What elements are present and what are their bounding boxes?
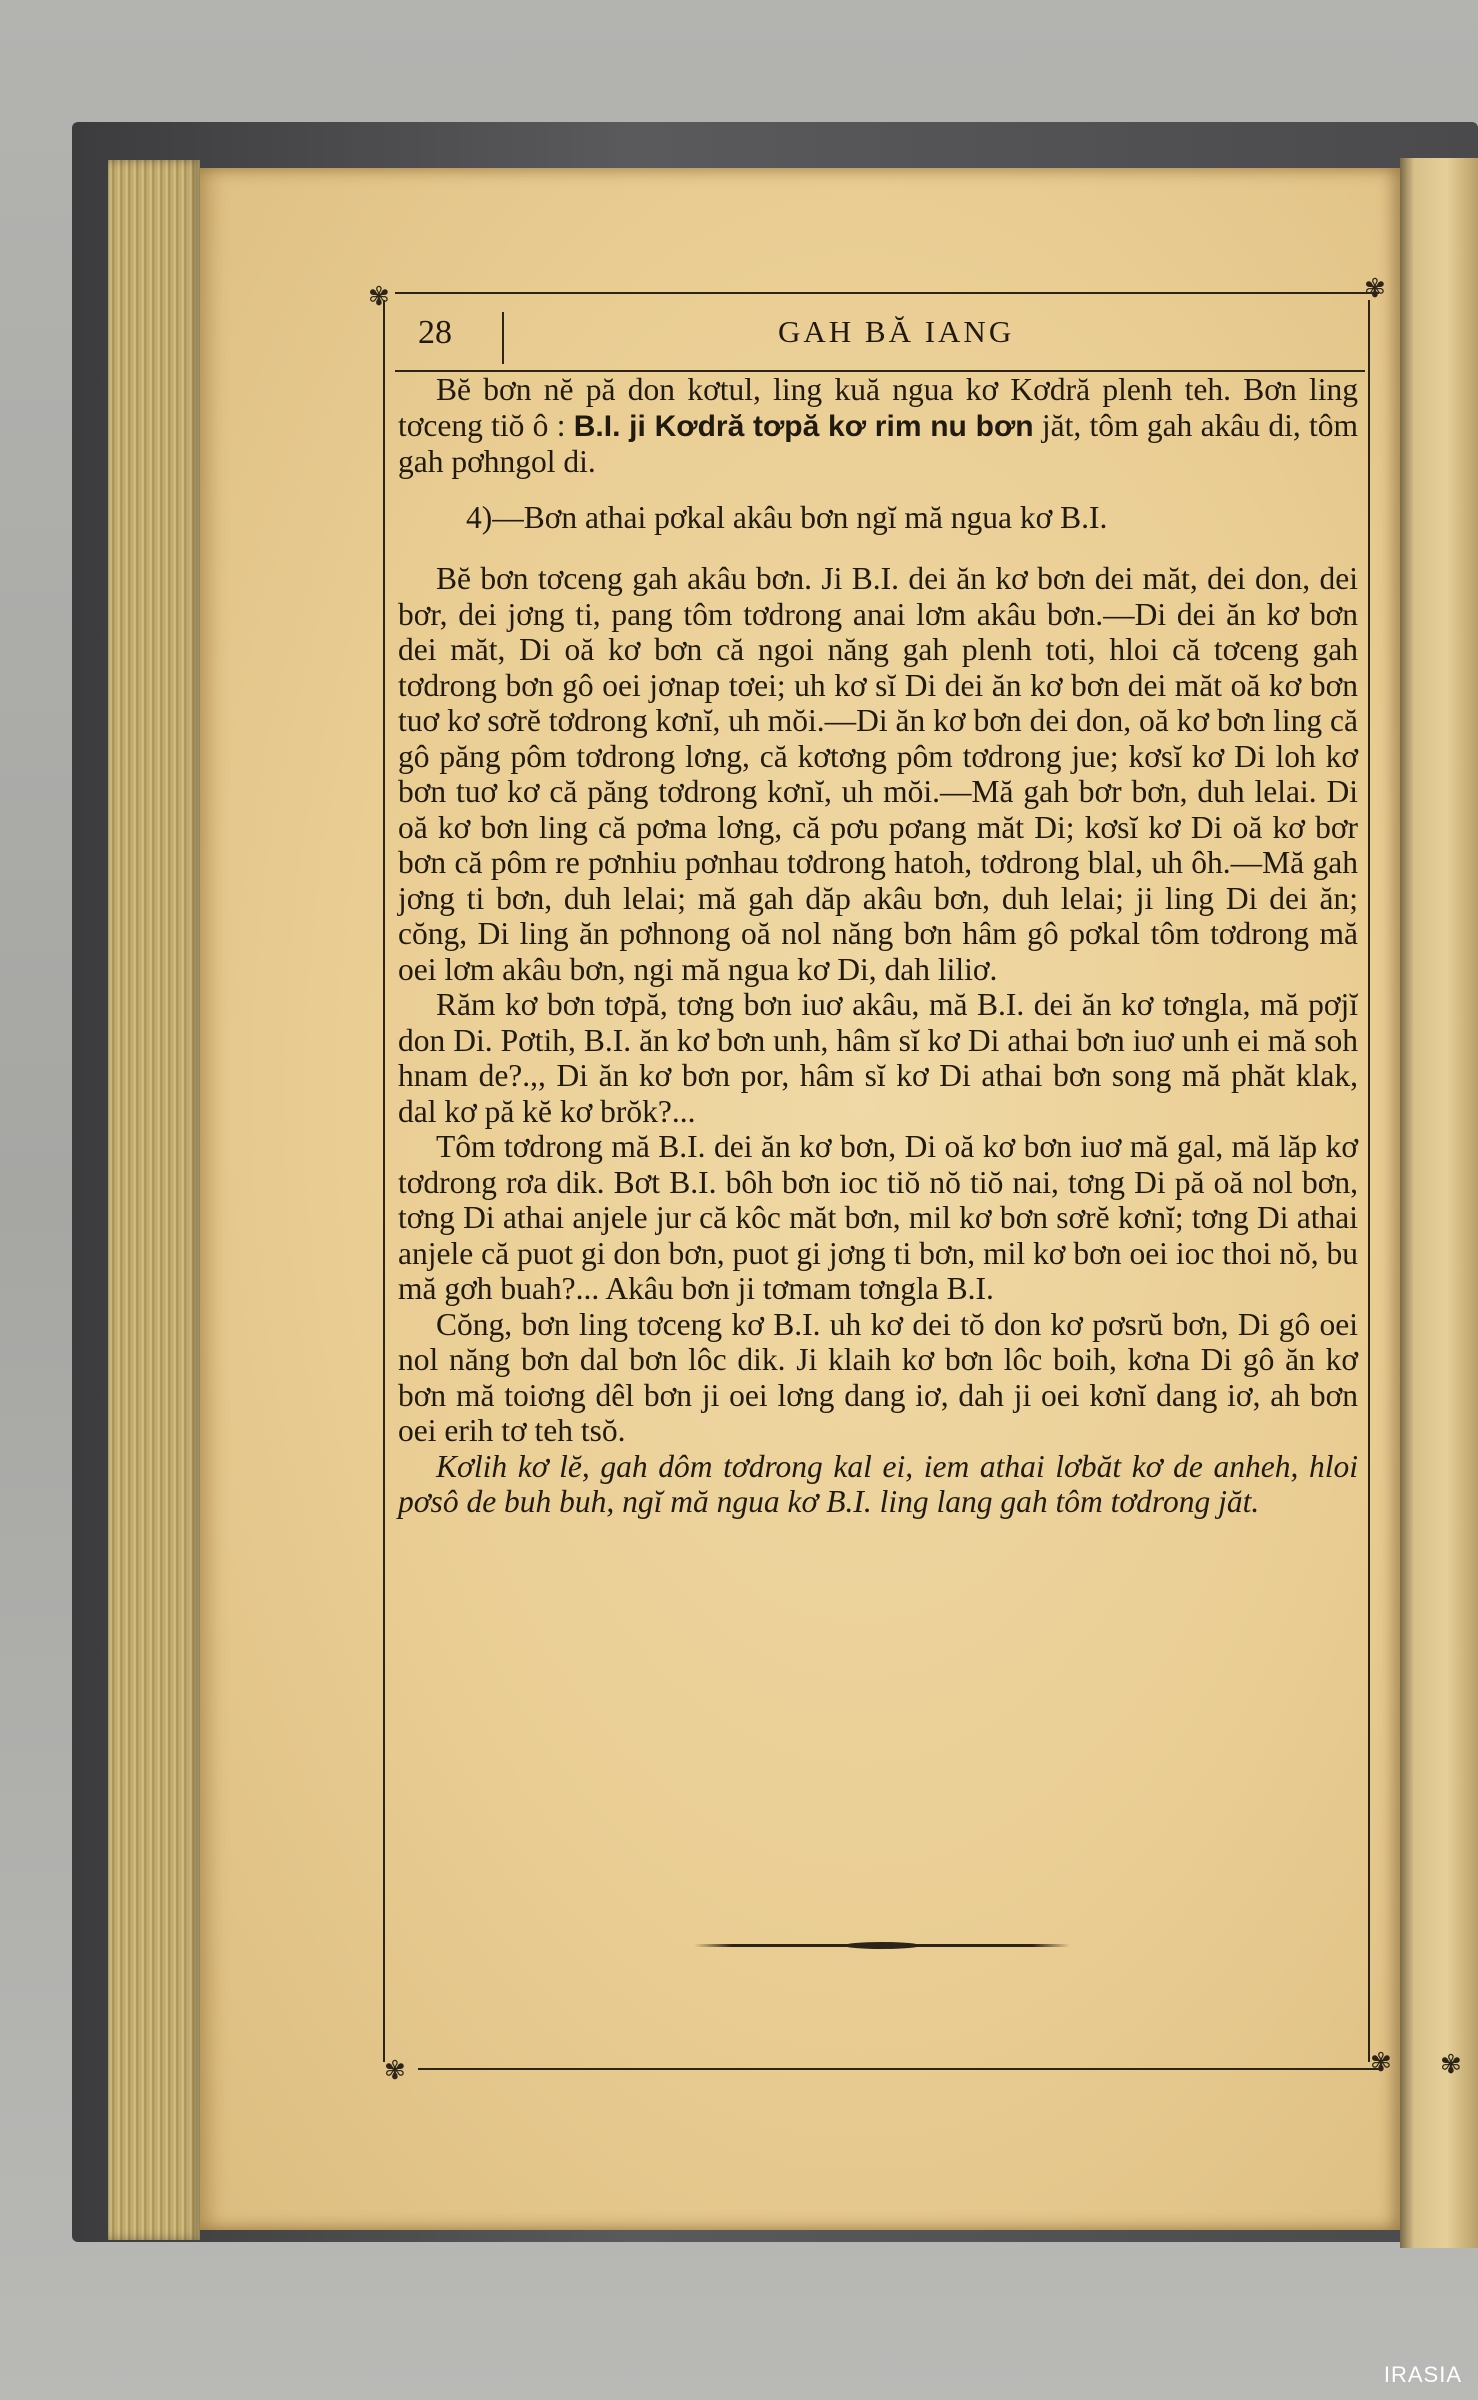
paragraph: Bĕ bơn tơceng gah akâu bơn. Ji B.I. dei ăn kơ bơn dei măt, dei don, dei bơr, dei jơng ti, pang tôm tơdrong anai lơm akâu bơn.—Di dei ăn kơ bơn dei măt, Di oă kơ bơn că ngoi năng gah plenh toti, hloi că tơceng gah tơdrong bơn gô oei jơnap tơei; uh kơ sĭ Di dei ăn kơ bơn dei măt oă kơ bơn tuơ kơ sơrĕ tơdrong kơnĭ, uh mŏi.—Di ăn kơ bơn dei don, oă kơ bơn ling că gô păng pôm tơdrong lơng, că kơtơng pôm tơdrong jue; kơsĭ kơ Di loh kơ bơn tuơ kơ că păng tơdrong kơnĭ, uh mŏi.—Mă gah bơr bơn, duh lelai. Di oă kơ bơn ling că pơma lơng, că pơu pơang măt Di; kơsĭ kơ Di oă kơ bơr bơn că pôm re pơnhiu pơnhau tơdrong hatoh, tơdrong blal, uh ôh.—Mă gah jơng ti bơn, duh lelai; mă gah dăp akâu bơn, duh lelai; ji ling Di dei ăn; cŏng, Di ling ăn pơhnong oă nol năng bơn hâm gô pơkal tôm tơdrong mă oei lơm akâu bơn, ngi mă ngua kơ Di, dah liliơ.: [398, 561, 1358, 987]
frame-left-rule: [383, 300, 385, 2062]
facing-page-edge: [1400, 158, 1478, 2248]
page-edges: [108, 160, 200, 2240]
fleuron-icon: ✾: [1440, 2050, 1462, 2079]
fleuron-icon: ✾: [1364, 274, 1386, 303]
emphasis-text: B.I. ji Kơdră tơpă kơ rim nu bơn: [573, 409, 1034, 443]
body-text: [398, 372, 1358, 1520]
fleuron-icon: ✾: [384, 2056, 406, 2085]
fleuron-icon: ✾: [368, 282, 390, 311]
italic-paragraph: Kơlih kơ lĕ, gah dôm tơdrong kal ei, iem athai lơbăt kơ de anheh, hloi pơsô de buh buh, ngĭ mă ngua kơ B.I. ling lang gah tôm tơdrong jăt.: [398, 1448, 1358, 1519]
running-title: GAH BĂ IANG: [778, 314, 1015, 349]
fleuron-icon: ✾: [1370, 2048, 1392, 2077]
paragraph: Cŏng, bơn ling tơceng kơ B.I. uh kơ dei tŏ don kơ pơsrŭ bơn, Di gô oei nol năng bơn dal bơn lôc dik. Ji klaih kơ bơn lôc boih, kơna Di gô ăn kơ bơn mă toiơng dêl bơn ji oei lơng dang iơ, dah ji oei kơnĭ dang iơ, ah bơn oei erih tơ teh tsŏ.: [398, 1306, 1358, 1448]
section-heading: 4)—Bơn athai pơkal akâu bơn ngĭ mă ngua kơ B.I.: [466, 499, 1108, 535]
paragraph-text: Bĕ bơn nĕ pă don kơtul, ling kuă ngua kơ Kơdră plenh teh. Bơn ling tơceng tiŏ ô :: [398, 372, 1358, 443]
header-separator: [502, 312, 504, 364]
frame-right-rule: [1368, 300, 1370, 2062]
paragraph-text: jăt, tôm gah akâu di, tôm gah pơhngol di.: [398, 407, 1358, 479]
frame-top-rule: [395, 292, 1379, 294]
page-number: 28: [418, 314, 452, 351]
watermark: IRASIA: [1383, 2362, 1462, 2387]
frame-bottom-rule: [418, 2068, 1380, 2070]
paragraph: [398, 372, 1358, 480]
paragraph: Tôm tơdrong mă B.I. dei ăn kơ bơn, Di oă kơ bơn iuơ mă gal, mă lăp kơ tơdrong rơa dik. Bơt B.I. bôh bơn ioc tiŏ nŏ tiŏ nai, tơng Di pă oă nol bơn, tơng Di athai anjele jur că kôc măt bơn, mil kơ bơn sơrĕ kơnĭ; tơng Di athai anjele că puot gi don bơn, puot gi jơng ti bơn, mil kơ bơn oei ioc thoi nŏ, bu mă gơh buah?... Akâu bơn ji tơmam tơngla B.I.: [398, 1129, 1358, 1306]
end-ornament-rule: [694, 1944, 1070, 1947]
paragraph: Răm kơ bơn tơpă, tơng bơn iuơ akâu, mă B.I. dei ăn kơ tơngla, mă pơjĭ don Di. Pơtih, B.I. ăn kơ bơn unh, hâm sĭ kơ Di athai bơn iuơ unh ei mă soh hnam de?.,, Di ăn kơ bơn por, hâm sĭ kơ Di athai bơn song mă phăt klak, dal kơ pă kĕ kơ brŏk?...: [398, 987, 1358, 1129]
